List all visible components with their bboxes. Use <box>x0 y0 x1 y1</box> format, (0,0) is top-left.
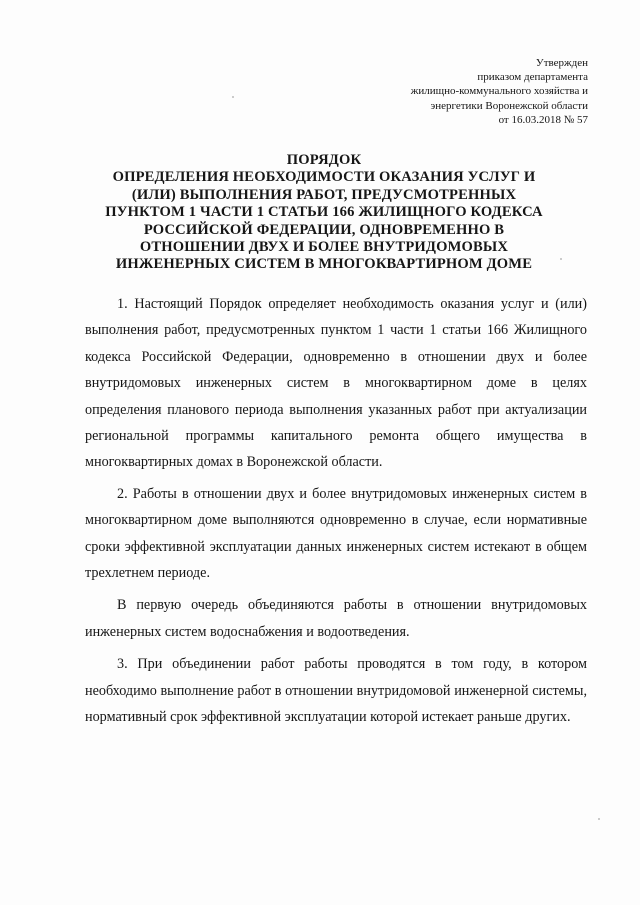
title-line: РОССИЙСКОЙ ФЕДЕРАЦИИ, ОДНОВРЕМЕННО В <box>143 221 505 238</box>
scan-speck <box>232 96 234 98</box>
title-line: ПУНКТОМ 1 ЧАСТИ 1 СТАТЬИ 166 ЖИЛИЩНОГО КОДЕКСА <box>105 204 543 221</box>
title-line: (ИЛИ) ВЫПОЛНЕНИЯ РАБОТ, ПРЕДУСМОТРЕННЫХ <box>131 186 517 203</box>
document-body <box>85 291 587 738</box>
scan-speck <box>560 258 562 260</box>
approval-line: от 16.03.2018 № 57 <box>498 113 588 126</box>
title-line: ПОРЯДОК <box>286 152 362 168</box>
approval-line: энергетики Воронежской области <box>430 99 588 112</box>
paragraph-2-addendum: В первую очередь объединяются работы в отношении внутридомовых инженерных систем водоснабжения и водоотведения. <box>85 597 587 640</box>
title-line: ОПРЕДЕЛЕНИЯ НЕОБХОДИМОСТИ ОКАЗАНИЯ УСЛУГ И <box>112 169 536 186</box>
paragraph-2: 2. Работы в отношении двух и более внутридомовых инженерных систем в многоквартирном доме выполняются одновременно в случае, если нормативные сроки эффективной эксплуатации данных инженерных систем истекают в общем трехлетнем периоде. <box>85 485 587 582</box>
approval-stamp <box>358 56 588 127</box>
title-line: ИНЖЕНЕРНЫХ СИСТЕМ В МНОГОКВАРТИРНОМ ДОМЕ <box>115 256 533 273</box>
approval-line: жилищно-коммунального хозяйства и <box>410 85 588 98</box>
paragraph-3: 3. При объединении работ работы проводятся в том году, в котором необходимо выполнение работ в отношении внутридомовой инженерной системы, нормативный срок эффективной эксплуатации которой истекает раньше других. <box>85 656 587 726</box>
title-line: ОТНОШЕНИИ ДВУХ И БОЛЕЕ ВНУТРИДОМОВЫХ <box>139 239 509 256</box>
approval-line: приказом департамента <box>477 71 588 84</box>
document-title <box>86 152 562 274</box>
approval-line: Утвержден <box>535 57 588 69</box>
scan-speck <box>598 818 600 820</box>
paragraph-1: 1. Настоящий Порядок определяет необходимость оказания услуг и (или) выполнения работ, предусмотренных пунктом 1 части 1 статьи 166 Жилищного кодекса Российской Федерации, одновременно в отношении двух и более внутридомовых инженерных систем в многоквартирном доме в целях определения планового периода выполнения указанных работ при актуализации региональной программы капитального ремонта общего имущества в многоквартирных домах в Воронежской области. <box>85 296 587 471</box>
